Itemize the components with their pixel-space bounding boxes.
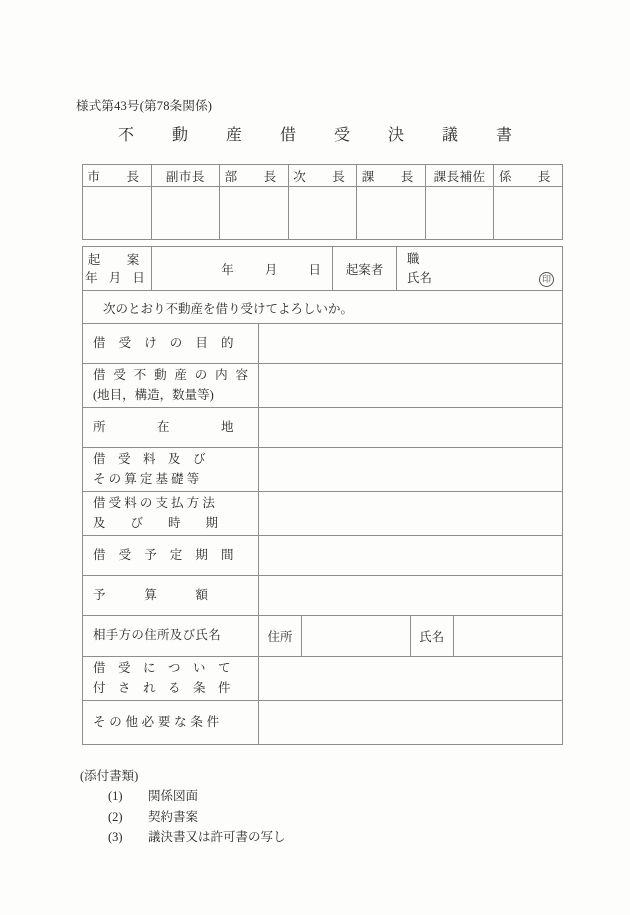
table-row — [83, 576, 563, 616]
table-row — [83, 324, 563, 364]
drafter-post-label: 職 — [407, 252, 420, 267]
approval-signature-mayor[interactable] — [83, 187, 152, 240]
attachment-text: 議決書又は許可書の写し — [148, 829, 286, 844]
approval-header-department-chief: 部 長 — [220, 165, 289, 187]
row-value-rent-and-basis[interactable] — [259, 448, 563, 492]
draft-date-label: 起 案 年 月 日 — [83, 247, 152, 292]
drafter-label: 起案者 — [333, 247, 397, 292]
prompt-row — [83, 291, 563, 325]
approval-signature-subsection-chief[interactable] — [494, 187, 563, 240]
draft-info-row — [83, 247, 563, 292]
approval-signature-department-chief[interactable] — [220, 187, 289, 240]
row-label-location: 所 在 地 — [83, 408, 259, 448]
list-item — [108, 786, 286, 806]
approval-header-row — [83, 165, 563, 187]
row-label-property-details: 借受不動産の内容 (地目，構造，数量等) — [83, 364, 259, 408]
draft-date-field[interactable] — [152, 247, 333, 292]
approval-header-deputy-mayor: 副市長 — [151, 165, 220, 187]
list-item — [108, 827, 286, 847]
form-number: 様式第43号(第78条関係) — [76, 99, 213, 113]
approval-header-section-chief: 課 長 — [357, 165, 426, 187]
counterparty-inner-row — [259, 616, 562, 656]
prompt-table — [82, 290, 563, 325]
prompt-text: 次のとおり不動産を借り受けてよろしいか。 — [83, 291, 563, 325]
approval-header-subsection-chief: 係 長 — [494, 165, 563, 187]
table-row — [83, 657, 563, 701]
row-value-lease-period[interactable] — [259, 536, 563, 576]
approval-header-assistant-section-chief: 課長補佐 — [425, 165, 494, 187]
row-label-payment-method-and-time: 借 受 料 の 支 払 方 法 及 び 時 期 — [83, 492, 259, 536]
drafter-name-label: 氏名 — [407, 271, 433, 285]
table-row — [83, 448, 563, 492]
attachments-section — [80, 766, 286, 847]
attachment-number: (2) — [108, 809, 123, 824]
approval-signature-assistant-section-chief[interactable] — [425, 187, 494, 240]
draft-info-table — [82, 246, 563, 292]
row-value-property-details[interactable] — [259, 364, 563, 408]
attachment-number: (3) — [108, 829, 123, 844]
counterparty-address-label: 住所 — [259, 616, 302, 656]
seal-icon: 印 — [539, 272, 554, 287]
approval-signature-deputy-mayor[interactable] — [151, 187, 220, 240]
table-row — [83, 701, 563, 745]
drafter-post-and-name-cell[interactable] — [397, 247, 563, 292]
row-value-attached-conditions[interactable] — [259, 657, 563, 701]
counterparty-name-label: 氏名 — [410, 616, 453, 656]
month-unit: 月 — [264, 263, 279, 277]
body-table — [82, 323, 563, 745]
table-row — [83, 492, 563, 536]
counterparty-name-field[interactable] — [453, 616, 562, 656]
attachments-list — [80, 786, 286, 847]
counterparty-address-field[interactable] — [302, 616, 411, 656]
approval-signature-row — [83, 187, 563, 240]
row-value-other-conditions[interactable] — [259, 701, 563, 745]
approval-header-vice-chief: 次 長 — [288, 165, 357, 187]
table-row — [83, 536, 563, 576]
year-unit: 年 — [221, 263, 235, 277]
row-value-payment-method-and-time[interactable] — [259, 492, 563, 536]
page-title: 不 動 産 借 受 決 議 書 — [117, 127, 523, 144]
attachment-number: (1) — [108, 789, 123, 804]
row-label-attached-conditions: 借 受 に つ い て 付 さ れ る 条 件 — [83, 657, 259, 701]
row-label-purpose: 借 受 け の 目 的 — [83, 324, 259, 364]
row-label-other-conditions: そ の 他 必 要 な 条 件 — [83, 701, 259, 745]
approval-table — [82, 164, 563, 240]
row-value-purpose[interactable] — [259, 324, 563, 364]
attachments-heading: (添付書類) — [80, 769, 139, 783]
counterparty-inner-table — [259, 616, 562, 656]
row-label-counterparty: 相手方の住所及び氏名 — [83, 616, 259, 657]
attachment-text: 関係図面 — [148, 789, 199, 804]
approval-signature-vice-chief[interactable] — [288, 187, 357, 240]
day-unit: 日 — [308, 263, 322, 277]
list-item — [108, 807, 286, 827]
attachment-text: 契約書案 — [148, 809, 199, 824]
row-label-lease-period: 借 受 予 定 期 間 — [83, 536, 259, 576]
row-value-counterparty — [259, 616, 563, 657]
row-label-budget-amount: 予 算 額 — [83, 576, 259, 616]
row-label-rent-and-basis: 借 受 料 及 び そ の 算 定 基 礎 等 — [83, 448, 259, 492]
approval-header-mayor: 市 長 — [83, 165, 152, 187]
row-value-budget-amount[interactable] — [259, 576, 563, 616]
row-value-location[interactable] — [259, 408, 563, 448]
table-row — [83, 408, 563, 448]
approval-signature-section-chief[interactable] — [357, 187, 426, 240]
table-row — [83, 616, 563, 657]
table-row — [83, 364, 563, 408]
